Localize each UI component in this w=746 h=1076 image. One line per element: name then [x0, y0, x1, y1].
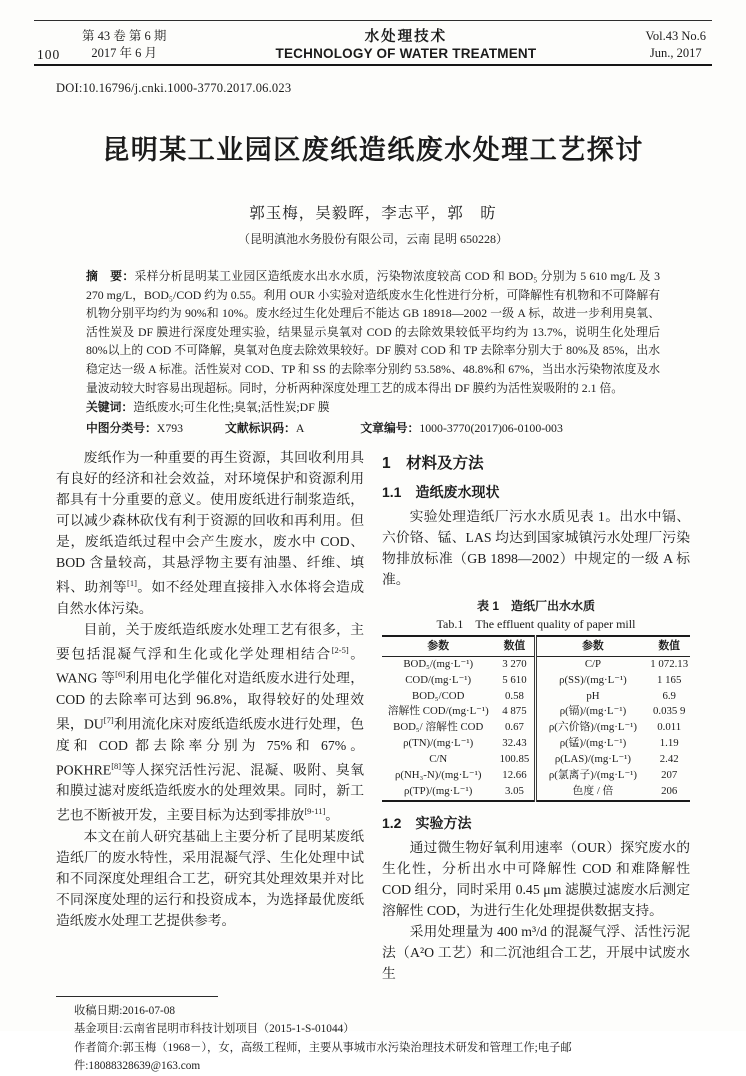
- col-header-param-right: 参数: [536, 636, 648, 656]
- abstract-text: 采样分析昆明某工业园区造纸废水出水水质，污染物浓度较高 COD 和 BOD₅ 分别为 5 610 mg/L 及 3 270 mg/L，BOD₅/COD 约为 0.55。利用 OUR 小实验对造纸废水生化性进行分析，可降解性有机物和不可降解有机物分别平均约为 90%和 10%。废水经过生化处理后不能达 GB 18918—2002 一级 A 标，故进一步利用臭氧、活性炭及 DF 膜进行深度处理实验，结果显示臭氧对 COD 的去除效果较低平均约为 13.7%，说明生化处理后 80%以上的 COD 不可降解，臭氧对色度去除效果较好。DF 膜对 COD 和 TP 去除率分别大于 80%及 85%，出水稳定达一级 A 标准。活性炭对 COD、TP 和 SS 的去除率分别约 53.58%、48.8%和 67%，当出水污染物浓度及水量波动较大时容易出现超标。同时，分析两种深度处理工艺的成本得出 DF 膜约为活性炭吸附的 2.1 倍。: [86, 269, 660, 395]
- table-row: [382, 688, 690, 704]
- table-cell: pH: [536, 688, 648, 704]
- table-cell: 206: [661, 784, 678, 797]
- keywords-line: [86, 398, 660, 417]
- table-cell: 1 072.13: [650, 657, 689, 670]
- date-cn: 2017 年 6 月: [91, 45, 158, 60]
- section-1-heading: 1 材料及方法: [382, 455, 484, 473]
- table-cell: ρ(LAS)/(mg·L⁻¹): [536, 752, 648, 768]
- left-column: [56, 447, 364, 983]
- paragraph-review: 目前，关于废纸造纸废水处理工艺有很多，主要包括混凝气浮和生化或化学处理相结合[2-5]。WANG 等[6]利用电化学催化对造纸废水进行处理，COD 的去除率可达到 96.8%，取得较好的处理效果，DU[7]利用流化床对废纸造纸废水进行处理，色度和 COD 都去除率分别为 75%和 67%。POKHRE[8]等人探究活性污泥、混凝、吸附、臭氧和膜过滤对废纸造纸废水的处理效果。同时，新工艺也不断被开发，主要目标为达到零排放[9-11]。: [56, 621, 365, 823]
- table-caption-cn: 表 1 造纸厂出水水质: [476, 599, 595, 614]
- section-1-1-paragraph: 实验处理造纸厂污水水质见表 1。出水中镉、六价铬、锰、LAS 均达到国家城镇污水处理厂污染物排放标准（GB 1898—2002）中规定的一级 A 标准。: [382, 509, 690, 588]
- table-cell: BOD₅/(mg·L⁻¹): [403, 657, 474, 670]
- table-cell: ρ(镉)/(mg·L⁻¹): [536, 704, 648, 720]
- journal-title-en: TECHNOLOGY OF WATER TREATMENT: [275, 46, 537, 61]
- table-cell: 1 165: [657, 673, 682, 686]
- table-row: [382, 752, 690, 768]
- fund-project-note: 基金项目:云南省昆明市科技计划项目（2015-1-S-01044）: [74, 1023, 355, 1036]
- clc-value: X793: [156, 421, 184, 436]
- table-caption-en: Tab.1 The effluent quality of paper mill: [436, 617, 636, 632]
- table-cell: 6.9: [662, 689, 676, 702]
- section-1-2-paragraph-2: 采用处理量为 400 m³/d 的混凝气浮、活性污泥法（A²O 工艺）和二沉池组合工艺，开展中试废水生: [382, 923, 690, 981]
- table-cell: 4 875: [502, 705, 527, 718]
- table-row: [382, 768, 690, 784]
- table-cell: 0.035 9: [653, 705, 686, 718]
- footnote-block: [56, 996, 690, 1076]
- abstract-label: 摘 要：: [86, 269, 135, 283]
- table-cell: 溶解性 COD/(mg·L⁻¹): [387, 705, 489, 718]
- table-cell: C/N: [429, 753, 448, 766]
- table-cell: 1.19: [659, 737, 679, 750]
- table-cell: 0.011: [657, 721, 682, 734]
- section-1-2-paragraph-1: 通过微生物好氧利用速率（OUR）探究废水的生化性，分析出水中可降解性 COD 和难降解性 COD 组分，同时采用 0.45 μm 滤膜过滤废水后测定溶解性 COD，为进行生化处理提供数据支持。: [382, 839, 690, 918]
- table-row: [382, 784, 690, 801]
- section-1-1-heading: 1.1 造纸废水现状: [382, 484, 500, 501]
- table-cell: 12.66: [502, 768, 527, 781]
- page-number: 100: [37, 47, 61, 62]
- header-row: [34, 21, 712, 64]
- table-cell: 色度 / 倍: [536, 784, 648, 801]
- table-cell: 32.43: [502, 737, 527, 750]
- table-cell: 100.85: [499, 753, 530, 766]
- clc-label: 中图分类号：: [86, 421, 157, 436]
- article-title: 昆明某工业园区废纸造纸废水处理工艺探讨: [102, 135, 644, 165]
- table-cell: 3.05: [504, 784, 524, 797]
- table-cell: ρ(SS)/(mg·L⁻¹): [536, 673, 648, 689]
- right-column: [382, 447, 690, 983]
- table-cell: ρ(TP)/(mg·L⁻¹): [404, 784, 473, 797]
- table-row: [382, 736, 690, 752]
- table-cell: 207: [661, 768, 678, 781]
- vol-en: Vol.43 No.6: [645, 29, 706, 43]
- table-cell: 0.67: [504, 721, 524, 734]
- table-row: [382, 704, 690, 720]
- table-cell: COD/(mg·L⁻¹): [405, 673, 472, 686]
- table-row: [382, 720, 690, 736]
- table-cell: BOD₅/ 溶解性 COD: [393, 721, 484, 734]
- two-column-text: [56, 447, 690, 983]
- table-cell: C/P: [536, 656, 648, 672]
- footnote-rule: [56, 996, 218, 997]
- keywords-text: 造纸废水;可生化性;臭氧;活性炭;DF 膜: [133, 400, 330, 415]
- table-row: [382, 673, 690, 689]
- table-cell: 3 270: [502, 657, 527, 670]
- table-cell: ρ(NH₃-N)/(mg·L⁻¹): [394, 768, 482, 781]
- col-header-param-left: 参数: [382, 636, 494, 656]
- abstract-block: [86, 267, 660, 397]
- doc-code-label: 文献标识码：: [225, 421, 296, 436]
- col-header-value-right: 数值: [648, 636, 690, 656]
- paragraph-purpose: 本文在前人研究基础上主要分析了昆明某废纸造纸厂的废水特性，采用混凝气浮、生化处理中试和不同深度处理组合工艺，研究其处理效果并对比不同深度处理的运行和投资成本，为选择最优废纸造纸废水处理工艺提供参考。: [56, 828, 364, 928]
- received-date-note: 收稿日期:2016-07-08: [74, 1004, 176, 1017]
- table-cell: ρ(TN)/(mg·L⁻¹): [403, 737, 474, 750]
- header-journal-block: [276, 25, 537, 61]
- table-header-row: [382, 636, 690, 656]
- affiliation: （昆明滇池水务股份有限公司，云南 昆明 650228）: [237, 232, 508, 246]
- table-cell: 2.42: [659, 753, 679, 766]
- table-cell: 5 610: [502, 673, 527, 686]
- date-en: Jun., 2017: [649, 45, 702, 60]
- article-body: [56, 81, 690, 1076]
- author-list: 郭玉梅，吴毅晖，李志平，郭 昉: [249, 205, 497, 222]
- keywords-label: 关键词：: [86, 400, 134, 415]
- section-1-2-heading: 1.2 实验方法: [382, 814, 472, 831]
- header-vol-block: [645, 28, 706, 61]
- doi-line: DOI:10.16796/j.cnki.1000-3770.2017.06.023: [56, 81, 292, 95]
- table-cell: ρ(六价铬)/(mg·L⁻¹): [536, 720, 648, 736]
- water-quality-table: [382, 635, 690, 801]
- header-issue-block: [82, 28, 166, 61]
- journal-title-cn: 水处理技术: [364, 29, 448, 45]
- doc-code-value: A: [295, 421, 305, 436]
- classification-line: [86, 419, 660, 438]
- col-header-value-left: 数值: [494, 636, 536, 656]
- article-id-value: 1000-3770(2017)06-0100-003: [419, 421, 563, 436]
- journal-header: [34, 0, 712, 66]
- table-cell: 0.58: [504, 689, 524, 702]
- table-cell: ρ(氯离子)/(mg·L⁻¹): [536, 768, 648, 784]
- issue-cn: 第 43 卷 第 6 期: [82, 29, 167, 43]
- author-bio-note: 作者简介:郭玉梅（1968－），女，高级工程师，主要从事城市水污染治理技术研发和管理工作;电子邮件:18088328639@163.com: [74, 1041, 572, 1073]
- article-id-label: 文章编号：: [360, 421, 420, 436]
- table-cell: BOD₅/COD: [412, 689, 465, 702]
- paragraph-intro: 废纸作为一种重要的再生资源，其回收利用具有良好的经济和社会效益，对环境保护和资源利用都具有十分重要的意义。使用废纸进行制浆造纸，可以减少森林砍伐有利于资源的回收和再利用。但是，废纸造纸过程中会产生废水，废水中 COD、BOD 含量较高，其悬浮物主要有油墨、纤维、填料、助剂等[1]。如不经处理直接排入水体将会造成自然水体污染。: [56, 450, 365, 616]
- header-rule-bottom: [34, 64, 712, 66]
- table-row: [382, 656, 690, 672]
- table-cell: ρ(锰)/(mg·L⁻¹): [536, 736, 648, 752]
